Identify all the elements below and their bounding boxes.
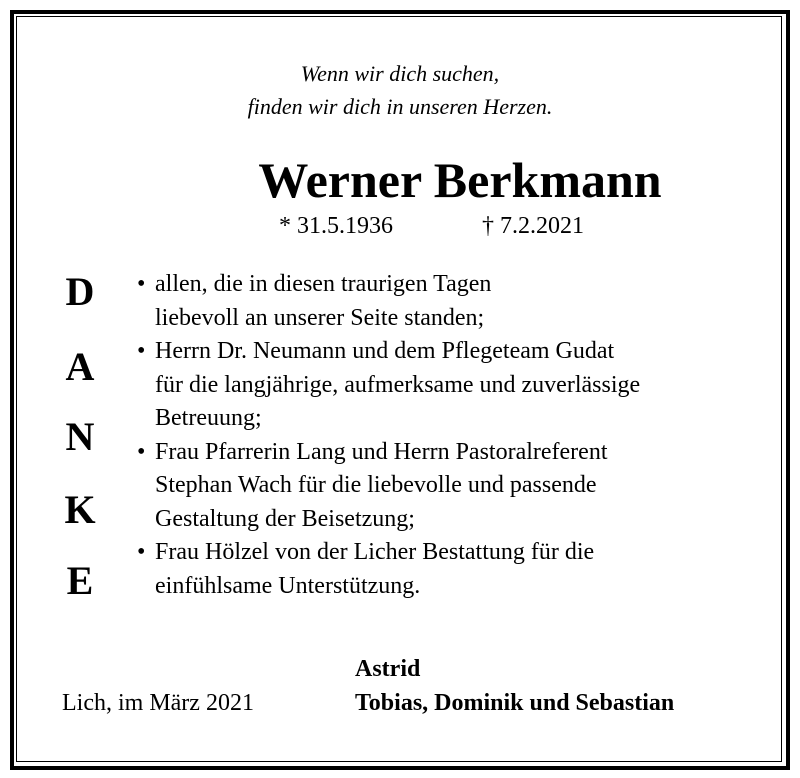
- list-item-text: Frau Pfarrerin Lang und Herrn Pastoralreferent: [155, 438, 608, 465]
- thanks-list: [137, 268, 757, 603]
- list-item-text: Herrn Dr. Neumann und dem Pflegeteam Gudat: [155, 338, 615, 364]
- list-item-text: allen, die in diesen traurigen Tagen: [155, 271, 492, 297]
- signer-line-2: Tobias, Dominik und Sebastian: [355, 690, 675, 716]
- list-item-text: liebevoll an unserer Seite standen;: [155, 304, 485, 331]
- signer-line-1: Astrid: [355, 656, 421, 682]
- list-item-text: für die langjährige, aufmerksame und zuverlässige: [155, 371, 641, 398]
- deceased-name: Werner Berkmann: [258, 152, 662, 208]
- list-item-text: Stephan Wach für die liebevolle und passende: [155, 472, 597, 498]
- list-item-text: Gestaltung der Beisetzung;: [155, 505, 415, 532]
- bullet-icon: •: [137, 271, 146, 297]
- list-item: [137, 268, 757, 302]
- birth-date: * 31.5.1936: [279, 213, 393, 239]
- place-and-date: Lich, im März 2021: [62, 690, 254, 716]
- danke-letter-a: A: [65, 344, 95, 389]
- list-item-continuation: [137, 302, 757, 336]
- danke-letter-k: K: [64, 487, 96, 532]
- bullet-icon: •: [137, 338, 146, 364]
- list-item-text: einfühlsame Unterstützung.: [155, 572, 421, 599]
- list-item: [137, 536, 757, 570]
- list-item-continuation: [137, 402, 757, 436]
- death-date: † 7.2.2021: [482, 213, 584, 239]
- list-item: [137, 335, 757, 369]
- list-item-continuation: [137, 469, 757, 503]
- danke-letter-d: D: [65, 269, 95, 314]
- list-item-text: Frau Hölzel von der Licher Bestattung für die: [155, 539, 595, 565]
- motto-line-1: Wenn wir dich suchen,: [300, 61, 500, 86]
- danke-letter-e: E: [66, 558, 94, 603]
- list-item: [137, 436, 757, 470]
- list-item-continuation: [137, 570, 757, 604]
- bullet-icon: •: [137, 438, 146, 465]
- list-item-text: Betreuung;: [155, 405, 262, 431]
- list-item-continuation: [137, 503, 757, 537]
- bullet-icon: •: [137, 539, 146, 565]
- motto-line-2: finden wir dich in unseren Herzen.: [247, 94, 553, 119]
- danke-letter-n: N: [65, 414, 95, 459]
- list-item-continuation: [137, 369, 757, 403]
